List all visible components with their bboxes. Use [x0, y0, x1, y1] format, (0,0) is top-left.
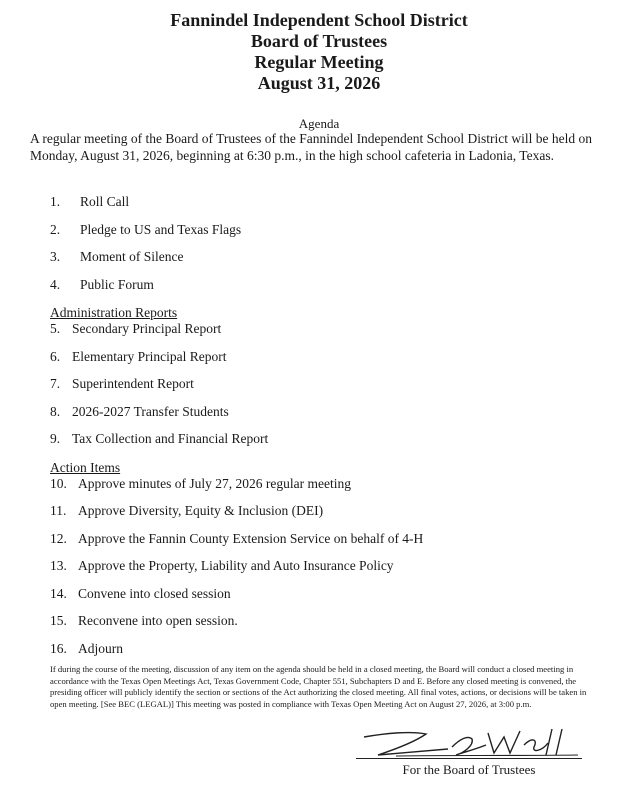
agenda-item-number: 1. [50, 194, 61, 209]
agenda-item-label: Approve Diversity, Equity & Inclusion (DEI) [78, 503, 324, 518]
agenda-item [50, 558, 394, 574]
agenda-item-number: 13. [50, 558, 67, 573]
agenda-item-label: Superintendent Report [72, 376, 194, 391]
agenda-item [50, 404, 229, 420]
meeting-date: August 31, 2026 [257, 73, 381, 93]
agenda-item [50, 503, 323, 519]
handwritten-signature [356, 725, 582, 761]
agenda-item-number: 4. [50, 277, 61, 292]
agenda-item-label: Approve minutes of July 27, 2026 regular meeting [78, 476, 351, 491]
board-name: Board of Trustees [250, 31, 388, 51]
agenda-item-number: 5. [50, 321, 61, 336]
agenda-item-number: 10. [50, 476, 67, 491]
agenda-item [50, 476, 351, 492]
document-header [0, 10, 638, 94]
closed-meeting-notice: If during the course of the meeting, discussion of any item on the agenda should be held in a closed meeting, the Board will conduct a closed meeting in accordance with the Texas Open Meetings Act, Texas Government Code, Chapter 551, Subchapters D and E. Before any closed meeting is convened, the presiding officer will publicly identify the section or sections of the Act authorizing the closed meeting. All final votes, actions, or decisions will be taken in open meeting. [See BEC (LEGAL)] This meeting was posted in compliance with Texas Open Meeting Act on August 27, 2026, at 3:00 p.m. [50, 664, 587, 709]
agenda-item [50, 613, 238, 629]
agenda-item [50, 586, 231, 602]
agenda-item-number: 16. [50, 641, 67, 656]
agenda-item-label: Convene into closed session [78, 586, 231, 601]
agenda-item [50, 531, 423, 547]
agenda-item-label: Pledge to US and Texas Flags [80, 222, 242, 237]
agenda-item [50, 431, 268, 447]
action-items-heading: Action Items [50, 460, 121, 475]
agenda-item-number: 3. [50, 249, 61, 264]
agenda-item-label: Moment of Silence [80, 249, 184, 264]
agenda-item-number: 9. [50, 431, 61, 446]
signature-line [356, 758, 582, 759]
agenda-item-label: Adjourn [78, 641, 123, 656]
agenda-item-number: 14. [50, 586, 67, 601]
agenda-item-label: Reconvene into open session. [78, 613, 238, 628]
administration-reports-heading: Administration Reports [50, 305, 178, 320]
agenda-item [50, 376, 194, 392]
agenda-item-label: Approve the Fannin County Extension Service on behalf of 4-H [78, 531, 424, 546]
district-name: Fannindel Independent School District [170, 10, 468, 30]
agenda-label: Agenda [298, 116, 340, 131]
agenda-item [50, 277, 154, 293]
meeting-type: Regular Meeting [254, 52, 384, 72]
agenda-item-number: 11. [50, 503, 67, 518]
agenda-item [50, 641, 123, 657]
agenda-item-label: Secondary Principal Report [72, 321, 222, 336]
agenda-item-label: Tax Collection and Financial Report [72, 431, 269, 446]
agenda-item-label: Public Forum [80, 277, 154, 292]
agenda-item-label: Approve the Property, Liability and Auto Insurance Policy [78, 558, 394, 573]
agenda-item-label: 2026-2027 Transfer Students [72, 404, 229, 419]
intro-paragraph: A regular meeting of the Board of Trustees of the Fannindel Independent School District will be held on Monday, August 31, 2026, beginning at 6:30 p.m., in the high school cafeteria in Ladonia, Texas. [30, 131, 593, 163]
signature-caption: For the Board of Trustees [402, 762, 536, 777]
agenda-item [50, 321, 221, 337]
agenda-item [50, 249, 183, 265]
agenda-item-number: 6. [50, 349, 61, 364]
agenda-item-label: Elementary Principal Report [72, 349, 227, 364]
agenda-item-number: 12. [50, 531, 67, 546]
agenda-item-label: Roll Call [80, 194, 130, 209]
agenda-item-number: 15. [50, 613, 67, 628]
agenda-item [50, 222, 241, 238]
agenda-item-number: 8. [50, 404, 61, 419]
agenda-item [50, 349, 226, 365]
agenda-item-number: 7. [50, 376, 61, 391]
agenda-item [50, 194, 129, 210]
agenda-item-number: 2. [50, 222, 61, 237]
